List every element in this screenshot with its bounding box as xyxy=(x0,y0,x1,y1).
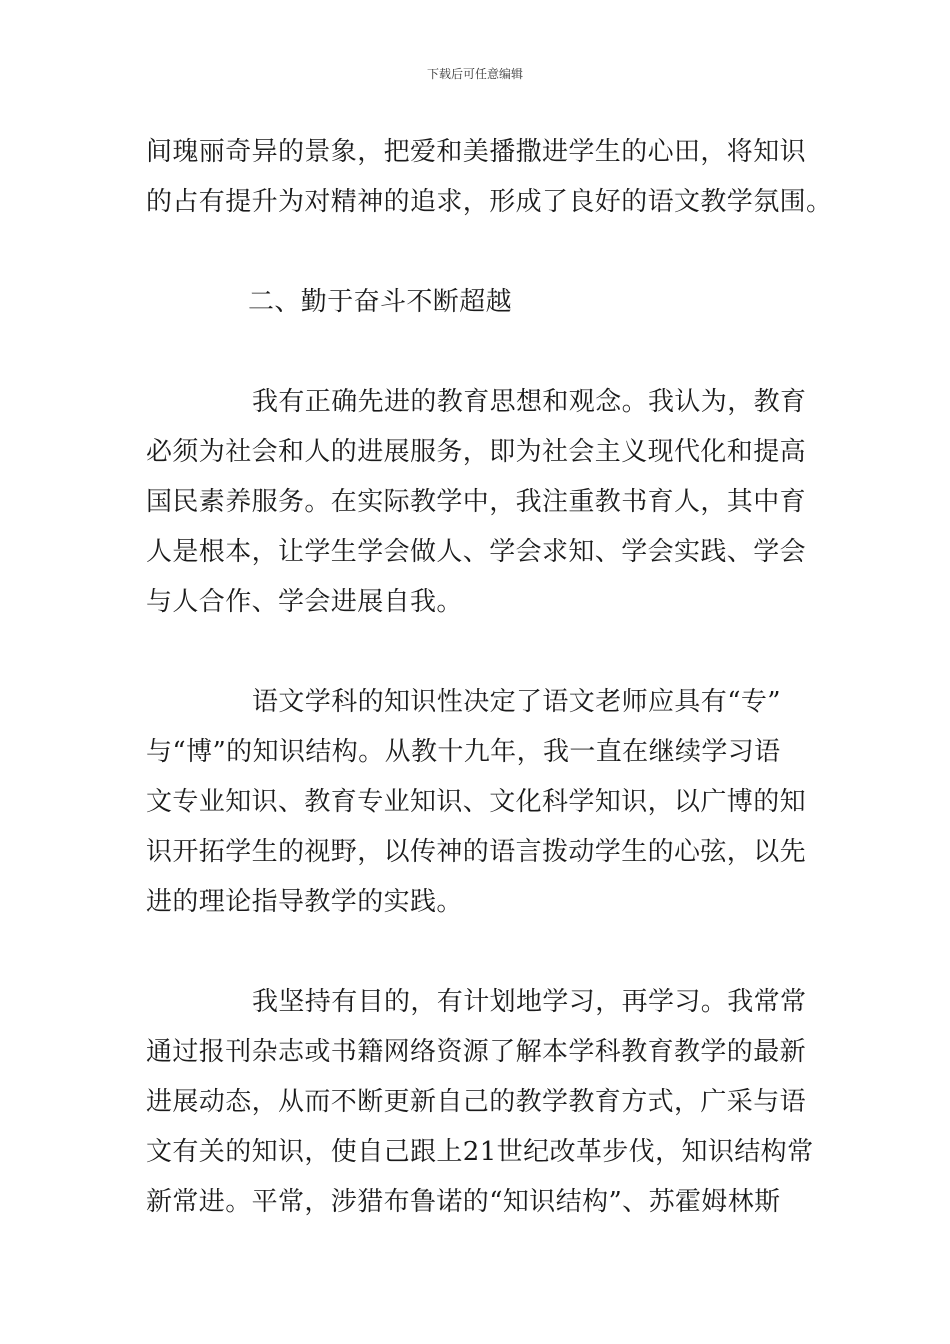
paragraph-knowledge-structure xyxy=(146,677,806,927)
paragraph-continuous-learning xyxy=(146,977,814,1227)
text-line: 间瑰丽奇异的景象，把爱和美播撒进学生的心田，将知识 xyxy=(146,137,807,167)
text-line: 通过报刊杂志或书籍网络资源了解本学科教育教学的最新 xyxy=(146,1037,807,1067)
text-line: 必须为社会和人的进展服务，即为社会主义现代化和提高 xyxy=(146,437,807,467)
text-line: 我有正确先进的教育思想和观念。我认为，教育 xyxy=(252,387,807,417)
text-line: 国民素养服务。在实际教学中，我注重教书育人，其中育 xyxy=(146,487,807,517)
paragraph-education-thought xyxy=(146,377,806,627)
text-line: 我坚持有目的，有计划地学习，再学习。我常常 xyxy=(252,987,807,1017)
text-line: 文专业知识、教育专业知识、文化科学知识，以广博的知 xyxy=(146,787,807,817)
text-line: 与“博”的知识结构。从教十九年，我一直在继续学习语 xyxy=(146,737,781,767)
text-line: 进展动态，从而不断更新自己的教学教育方式，广采与语 xyxy=(146,1087,807,1117)
text-line: 人是根本，让学生学会做人、学会求知、学会实践、学会 xyxy=(146,537,807,567)
page-header: 下载后可任意编辑 xyxy=(426,67,523,81)
paragraph-continuation xyxy=(146,127,833,227)
text-line: 新常进。平常，涉猎布鲁诺的“知识结构”、苏霍姆林斯 xyxy=(146,1187,781,1217)
document-body xyxy=(146,127,833,1227)
section-heading: 二、勤于奋斗不断超越 xyxy=(248,287,513,317)
text-line: 识开拓学生的视野，以传神的语言拨动学生的心弦，以先 xyxy=(146,837,807,867)
text-line: 进的理论指导教学的实践。 xyxy=(146,887,463,917)
text-line: 语文学科的知识性决定了语文老师应具有“专” xyxy=(252,687,781,717)
text-line: 文有关的知识，使自己跟上21世纪改革步伐，知识结构常 xyxy=(146,1137,814,1167)
text-line: 的占有提升为对精神的追求，形成了良好的语文教学氛围。 xyxy=(146,187,833,217)
text-line: 与人合作、学会进展自我。 xyxy=(146,587,463,617)
